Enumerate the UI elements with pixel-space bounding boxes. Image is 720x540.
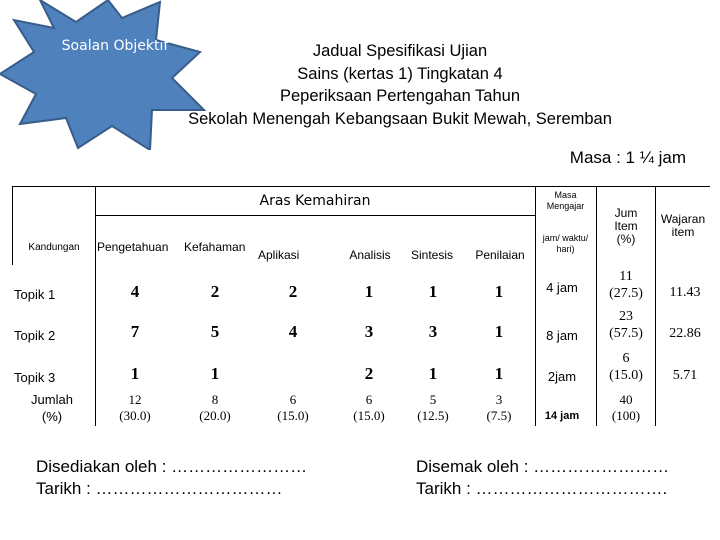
total-value: 23 [619, 309, 633, 324]
level-header-aplikasi: Aplikasi [258, 247, 300, 262]
jumlah-pct-penilaian: (7.5) [486, 408, 512, 423]
value-sintesis: 1 [428, 282, 438, 301]
jumlah-pct-sintesis: (12.5) [417, 408, 449, 423]
wajaran-item-header: Wajaran item [660, 212, 706, 239]
jumlah-value-analisis: 6 [365, 392, 373, 407]
checked-date: Tarikh : ……………………………. [416, 479, 668, 498]
level-header-analisis: Analisis [349, 247, 391, 262]
title-line-4: Sekolah Menengah Kebangsaan Bukit Mewah, Seremban [188, 109, 612, 128]
value-pengetahuan: 1 [130, 364, 140, 383]
table-divider-jumlah [596, 186, 597, 426]
total-pct: (57.5) [609, 326, 643, 341]
jumlah-time: 14 jam [544, 410, 580, 422]
value-kefahaman: 2 [210, 282, 220, 301]
badge-text: Soalan Objektif [61, 38, 169, 54]
level-header-sintesis: Sintesis [410, 247, 454, 262]
level-header-pengetahuan: Pengetahuan [97, 239, 169, 254]
jumlah-total-pct: (100) [611, 408, 641, 423]
weight-value: 5.71 [672, 368, 698, 383]
title-line-1: Jadual Spesifikasi Ujian [312, 42, 488, 60]
table-level-border [95, 215, 535, 216]
jumlah-total: 40 [619, 392, 633, 407]
jam-waktu-hari-header: jam/ waktu/ hari) [542, 233, 589, 254]
jumlah-value-kefahaman: 8 [211, 392, 219, 407]
value-pengetahuan: 4 [130, 282, 140, 301]
value-analisis: 3 [364, 322, 374, 341]
value-kefahaman: 1 [210, 364, 220, 383]
masa-mengajar-header: Masa Mengajar [546, 190, 585, 211]
jumlah-value-aplikasi: 6 [289, 392, 297, 407]
value-aplikasi [268, 362, 318, 386]
table-divider-wajaran [655, 186, 656, 426]
kandungan-header: Kandungan [28, 241, 80, 253]
total-value: 11 [619, 269, 633, 284]
value-aplikasi: 2 [288, 282, 298, 301]
aras-kemahiran-header: Aras Kemahiran [259, 193, 371, 209]
topic-label: Topik 3 [14, 369, 56, 385]
topic-label: Topik 2 [14, 327, 56, 343]
prepared-by-block [36, 456, 307, 500]
time-value: 2jam [547, 368, 577, 384]
duration-label: Masa : 1 ¼ jam [569, 148, 686, 167]
value-aplikasi: 4 [288, 322, 298, 341]
page-title [150, 40, 650, 130]
value-pengetahuan: 7 [130, 322, 140, 341]
prepared-by: Disediakan oleh : …………………… [36, 457, 308, 476]
table-top-border [12, 186, 710, 187]
value-penilaian: 1 [494, 364, 504, 383]
jumlah-pct-aplikasi: (15.0) [277, 408, 309, 423]
jumlah-item-header: Jum Item (%) [614, 205, 638, 246]
value-sintesis: 3 [428, 322, 438, 341]
weight-value: 22.86 [669, 326, 701, 341]
weight-value: 11.43 [669, 285, 701, 300]
time-value: 8 jam [546, 327, 578, 343]
value-kefahaman: 5 [210, 322, 220, 341]
level-header-kefahaman: Kefahaman [184, 239, 246, 254]
topic-label: Topik 1 [14, 286, 56, 302]
total-pct: (15.0) [609, 368, 643, 383]
total-value: 6 [622, 351, 630, 366]
jumlah-pct-analisis: (15.0) [353, 408, 385, 423]
table-left-border [12, 186, 13, 265]
time-value: 4 jam [546, 279, 578, 295]
value-analisis: 2 [364, 364, 374, 383]
jumlah-value-sintesis: 5 [429, 392, 437, 407]
prepared-date: Tarikh : …………………………… [36, 479, 283, 498]
value-analisis: 1 [364, 282, 374, 301]
jumlah-value-pengetahuan: 12 [128, 392, 142, 407]
checked-by: Disemak oleh : …………………… [416, 457, 670, 476]
level-header-penilaian: Penilaian [475, 247, 525, 262]
checked-by-block [416, 456, 669, 500]
value-penilaian: 1 [494, 322, 504, 341]
title-line-2: Sains (kertas 1) Tingkatan 4 [297, 64, 503, 83]
value-penilaian: 1 [494, 282, 504, 301]
jumlah-label: Jumlah (%) [31, 392, 73, 424]
jumlah-pct-kefahaman: (20.0) [199, 408, 231, 423]
value-sintesis: 1 [428, 364, 438, 383]
jumlah-value-penilaian: 3 [495, 392, 503, 407]
title-line-3: Peperiksaan Pertengahan Tahun [279, 87, 521, 105]
table-divider-kandungan [95, 186, 96, 426]
total-pct: (27.5) [609, 286, 643, 301]
jumlah-pct-pengetahuan: (30.0) [119, 408, 151, 423]
